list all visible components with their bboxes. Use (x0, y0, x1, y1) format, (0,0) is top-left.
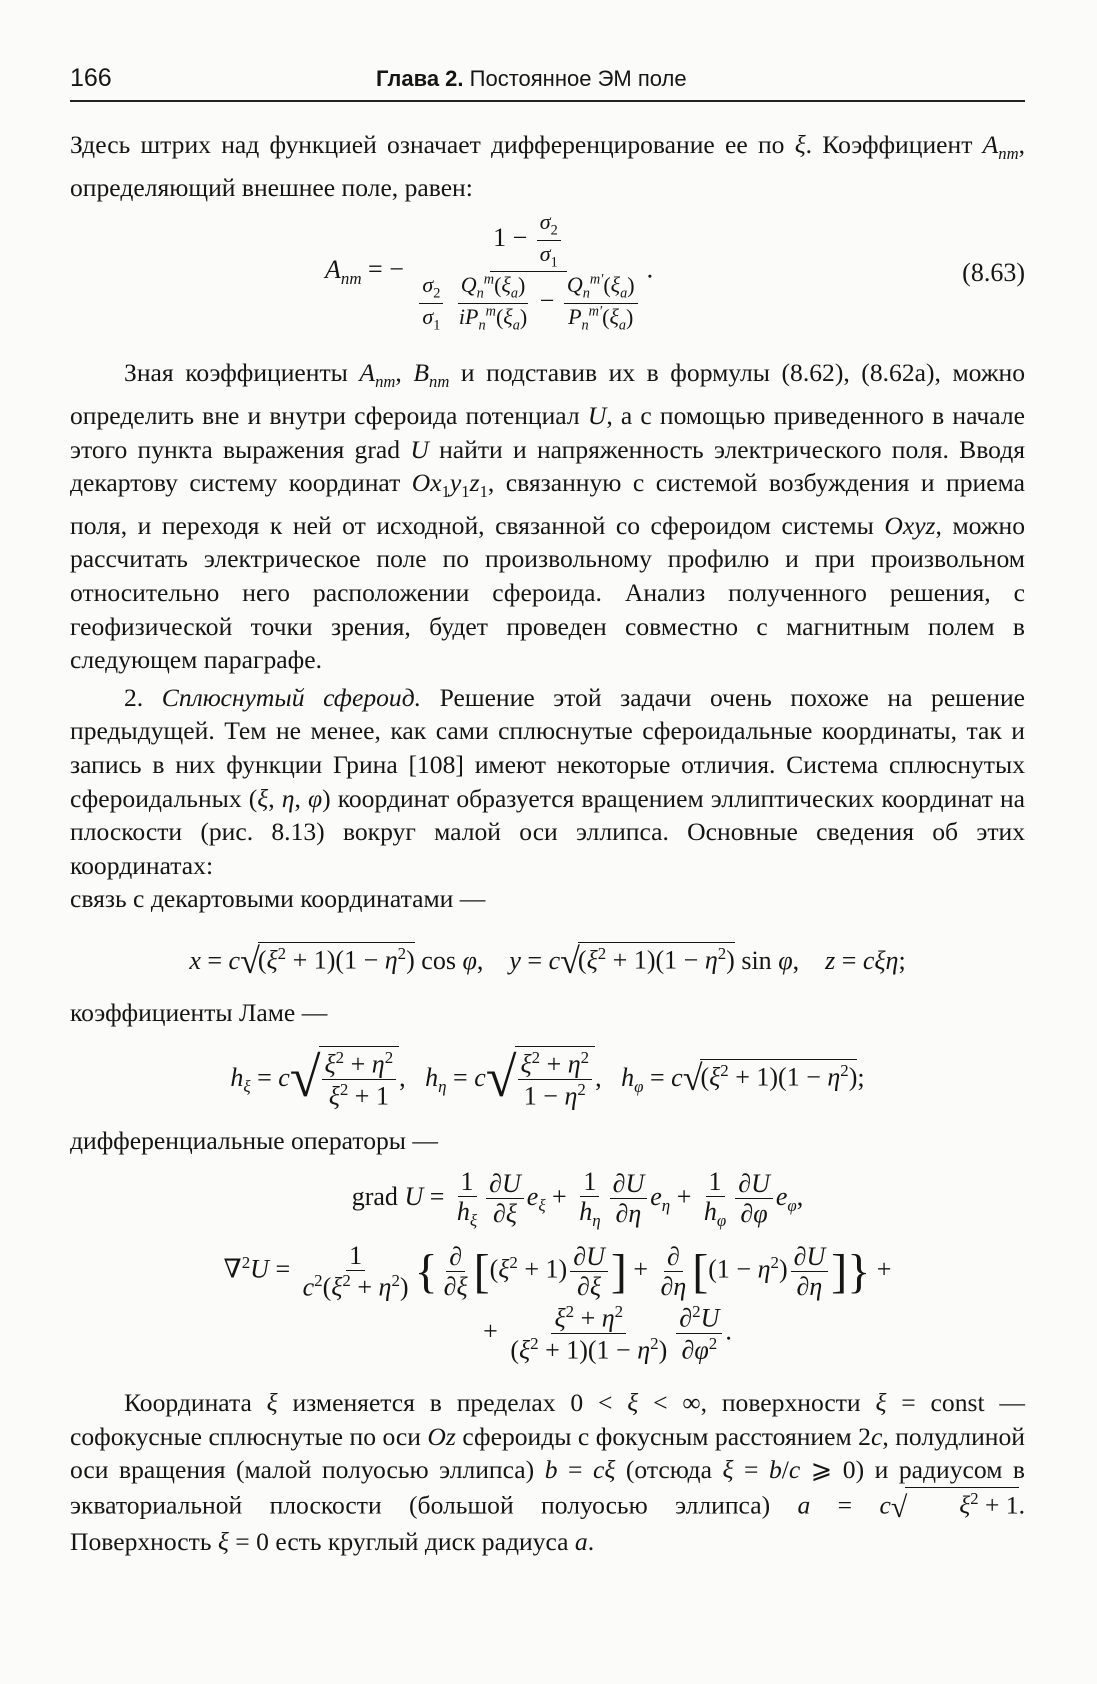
equation-cartesian: $x = c√(\xi^2 + 1)(1 - \eta^2)$ cos φ, $y = c√(\xi^2 + 1)(1 - \eta^2)$ sin φ, z = cξη; (189, 941, 906, 982)
equation-number: (8.63) (962, 258, 1025, 288)
paragraph-4: Координата ξ изменяется в пределах 0 < ξ < ∞, поверхности ξ = const — софокусные сплюснутые по оси Oz сфероиды с фокусным расстоянием 2c, полудлиной оси вращения (малой полуосью эллипса) b = cξ (отсюда ξ = b/c ⩾ 0) и радиусом в экваториальной плоскости (большой полуосью эллипса) a = c√ $\xi^2 + 1$. Поверхность ξ = 0 есть круглый диск радиуса a. (70, 1388, 1026, 1556)
cartesian-label: связь с декартовыми координатами — (70, 884, 486, 914)
chapter-label: Глава 2. (376, 66, 464, 91)
equation-8-63: $A_{nm}$ = − 1 − $\frac{\sigma_2}{\sigma_1}$ $\frac{\sigma_2}{\sigma_1}$ $\frac{Q_n^m(\xi_a)}{iP_n^m(\xi_a)}$ − $\frac{Q_n^{m'}(\xi_a)}{P_n^{m'}(\xi_a)}$ . (8.63) (325, 209, 1025, 334)
running-header (70, 60, 1025, 102)
paragraph-3: 2. Сплюснутый сфероид. Решение этой задачи очень похоже на решение предыдущей. Тем не менее, как сами сплюснутые сфероидальные координаты, так и запись в них функции Грина [108] имеют некоторые отличия. Система сплюснутых сфероидальных (ξ, η, φ) координат образуется вращением эллиптических координат на плоскости (рис. 8.13) вокруг малой оси эллипса. Основные сведения об этих координатах: (70, 682, 1026, 880)
page (70, 60, 1025, 1559)
equation-lame: $h_\xi = c√$ $\frac{\xi^2 + \eta^2}{\xi^2 + 1}$ , $h_\eta = c√$ $\frac{\xi^2 + \eta^2}{1 - \eta^2}$ , $h_\varphi = c√(\xi^2 + 1)(1 - \eta^2)$; (230, 1046, 865, 1111)
page-number: 166 (70, 64, 112, 92)
lame-label: коэффициенты Ламе — (70, 998, 328, 1028)
chapter-heading (376, 66, 687, 92)
equation-laplacian-cont: + $\frac{\xi^2 + \eta^2}{(\xi^2 + 1)(1 - \eta^2)}$ $\frac{\partial^2U}{\partial\varphi^2}$ . (483, 1302, 732, 1365)
equation-laplacian: ∇$^2$U = $\frac{1}{c^2(\xi^2 + \eta^2)}$ { $\frac{\partial}{\partial\xi}$ [$(\xi^2 + 1)$ $\frac{\partial U}{\partial\xi}$ ] + $\frac{\partial}{\partial\eta}$ [$(1 - \eta^2)$ $\frac{\partial U}{\partial\eta}$ ]} + (223, 1240, 892, 1302)
chapter-title: Постоянное ЭМ поле (469, 66, 687, 91)
paragraph-1: Здесь штрих над функцией означает дифференцирование ее по ξ. Коэффициент $A_{nm}$, определяющий внешнее поле, равен: (70, 130, 1025, 202)
paragraph-2: Зная коэффициенты $A_{nm}$, $B_{nm}$ и подставив их в формулы (8.62), (8.62а), можно определить вне и внутри сфероида потенциал U, а с помощью приведенного в начале этого пункта выражения grad U найти и напряженность электрического поля. Вводя декартову систему координат $Ox_1y_1z_1$, связанную с системой возбуждения и приема поля, и переходя к ней от исходной, связанной со сфероидом системы Oxyz, можно рассчитать электрическое поле по произвольному профилю и при произвольном относительно него расположении сфероида. Анализ полученного решения, с геофизической точки зрения, будет проведен совместно с магнитным полем в следующем параграфе. (70, 358, 1025, 675)
equation-grad: grad U = $\frac{1}{h_\xi}$ $\frac{\partial U}{\partial\xi}$ $e_\xi$ + $\frac{1}{h_\eta}$ $\frac{\partial U}{\partial\eta}$ $e_\eta$ + $\frac{1}{h_\varphi}$ $\frac{\partial U}{\partial\varphi}$ $e_\varphi$, (351, 1166, 804, 1231)
operators-label: дифференциальные операторы — (70, 1126, 438, 1156)
